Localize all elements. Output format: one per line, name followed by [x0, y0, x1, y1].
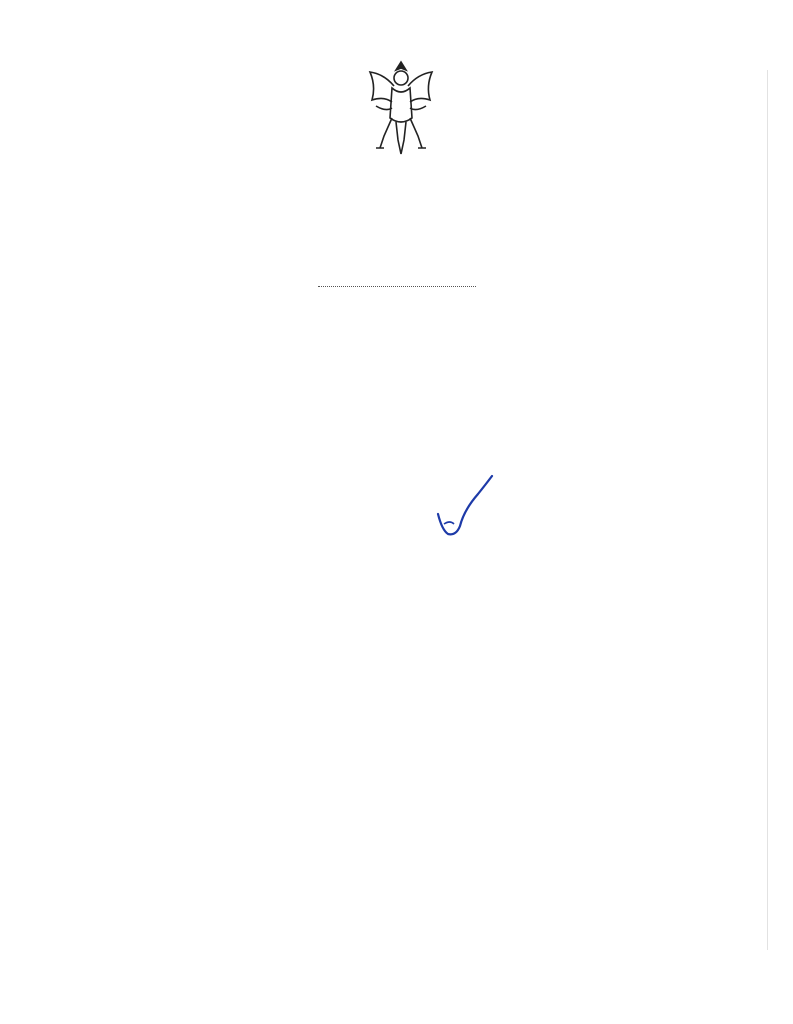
dotted-separator — [318, 286, 476, 287]
garuda-emblem-icon — [362, 56, 440, 160]
scan-edge-line — [767, 70, 768, 950]
handwritten-signature — [420, 470, 510, 550]
